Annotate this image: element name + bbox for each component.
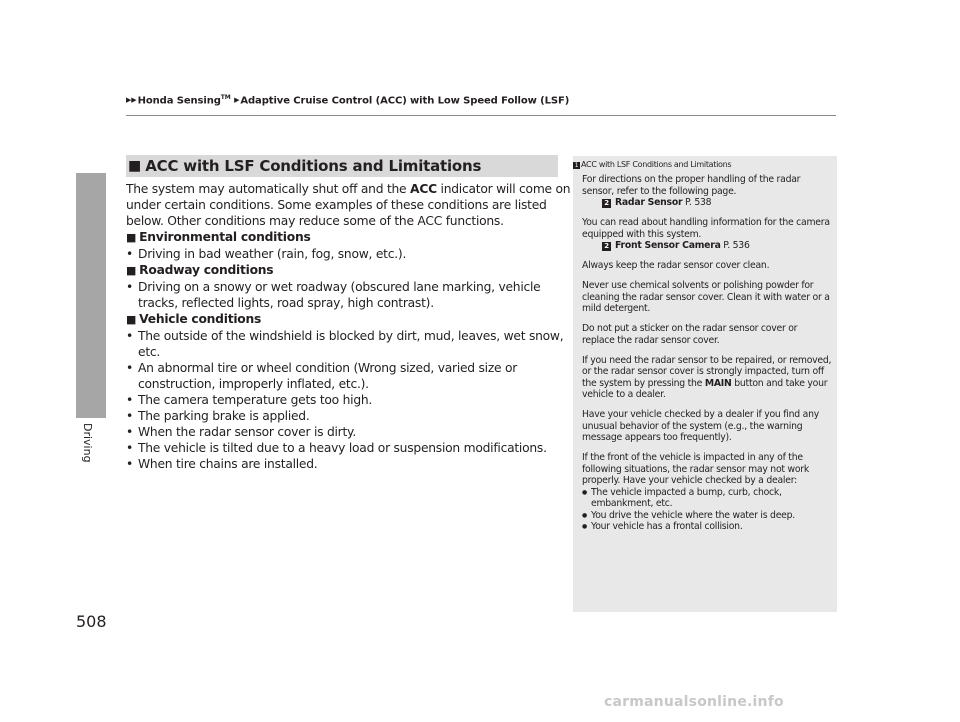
arrow-right-icon: ▶: [234, 96, 240, 105]
list-item: • The camera temperature gets too high.: [126, 392, 571, 408]
square-bullet-icon: ■: [126, 313, 137, 326]
sidebar-paragraph: For directions on the proper handling of the radar sensor, refer to the following page.: [582, 174, 801, 197]
sidebar-paragraph: Do not put a sticker on the radar sensor cover or replace the radar sensor cover.: [582, 323, 798, 346]
note-marker-icon: 1: [574, 162, 579, 169]
sidebar-paragraph: Always keep the radar sensor cover clean.: [582, 260, 770, 271]
page-reference-icon: 2: [602, 199, 611, 208]
sidebar-paragraph: Never use chemical solvents or polishing powder for cleaning the radar sensor cover. Clean it with water or a mild detergent.: [582, 280, 830, 314]
link-radar-sensor[interactable]: 2 Radar Sensor P. 538: [582, 197, 832, 209]
link-front-sensor-camera[interactable]: 2 Front Sensor Camera P. 536: [582, 240, 832, 252]
header-rule: [126, 115, 836, 116]
sidebar-paragraph: Have your vehicle checked by a dealer if you find any unusual behavior of the system (e.g., the warning message appears too frequently).: [582, 409, 819, 443]
square-bullet-icon: ■: [126, 231, 137, 244]
chapter-tab: [76, 173, 106, 418]
subheading-vehicle: ■ Vehicle conditions: [126, 312, 262, 326]
section-title: ACC with LSF Conditions and Limitations: [145, 157, 482, 175]
section-heading: [126, 155, 558, 177]
acc-indicator-text: ACC: [410, 182, 437, 196]
chapter-label: Driving: [81, 423, 94, 463]
sidebar-paragraph: If the front of the vehicle is impacted in any of the following situations, the radar sensor may not work properly. Have your vehicle checked by a dealer:: [582, 452, 809, 486]
list-item: • When the radar sensor cover is dirty.: [126, 424, 571, 440]
arrow-right-icon: ▶▶: [126, 96, 137, 105]
sidebar-body: [582, 174, 832, 533]
main-content: [126, 181, 571, 472]
list-item: • The vehicle is tilted due to a heavy load or suspension modifications.: [126, 440, 571, 456]
subheading-environmental: ■ Environmental conditions: [126, 230, 311, 244]
sidebar-list-item: ● You drive the vehicle where the water is deep.: [582, 510, 832, 522]
list-item: • Driving in bad weather (rain, fog, snow, etc.).: [126, 246, 571, 262]
intro-paragraph: The system may automatically shut off and the ACC indicator will come on under certain conditions. Some examples of these conditions are listed below. Other conditions may reduce some of the ACC functions.: [126, 182, 571, 228]
sidebar-list-item: ● The vehicle impacted a bump, curb, chock, embankment, etc.: [582, 487, 832, 510]
breadcrumb: [126, 94, 569, 106]
page-reference-icon: 2: [602, 242, 611, 251]
page-number: 508: [76, 612, 107, 631]
subheading-roadway: ■ Roadway conditions: [126, 263, 274, 277]
list-item: • The outside of the windshield is blocked by dirt, mud, leaves, wet snow, etc.: [126, 328, 571, 360]
breadcrumb-honda-sensing: Honda Sensing: [137, 95, 221, 107]
main-button-text: MAIN: [704, 377, 732, 389]
square-bullet-icon: ■: [128, 158, 142, 174]
breadcrumb-acc: Adaptive Cruise Control (ACC) with Low Speed Follow (LSF): [240, 95, 570, 107]
sidebar-list-item: ● Your vehicle has a frontal collision.: [582, 521, 832, 533]
sidebar-title: 1 ACC with LSF Conditions and Limitations: [574, 160, 732, 169]
square-bullet-icon: ■: [126, 264, 137, 277]
trademark-mark: TM: [220, 94, 231, 101]
watermark: carmanualsonline.info: [604, 694, 784, 710]
sidebar-paragraph: You can read about handling information for the camera equipped with this system.: [582, 217, 830, 240]
list-item: • When tire chains are installed.: [126, 456, 571, 472]
list-item: • The parking brake is applied.: [126, 408, 571, 424]
list-item: • Driving on a snowy or wet roadway (obscured lane marking, vehicle tracks, reflected lights, road spray, high contrast).: [126, 279, 571, 311]
list-item: • An abnormal tire or wheel condition (Wrong sized, varied size or construction, improperly inflated, etc.).: [126, 360, 571, 392]
notes-sidebar: [573, 156, 837, 612]
sidebar-paragraph: If you need the radar sensor to be repaired, or removed, or the radar sensor cover is strongly impacted, turn off the system by pressing the MAIN button and take your vehicle to a dealer.: [582, 354, 832, 400]
